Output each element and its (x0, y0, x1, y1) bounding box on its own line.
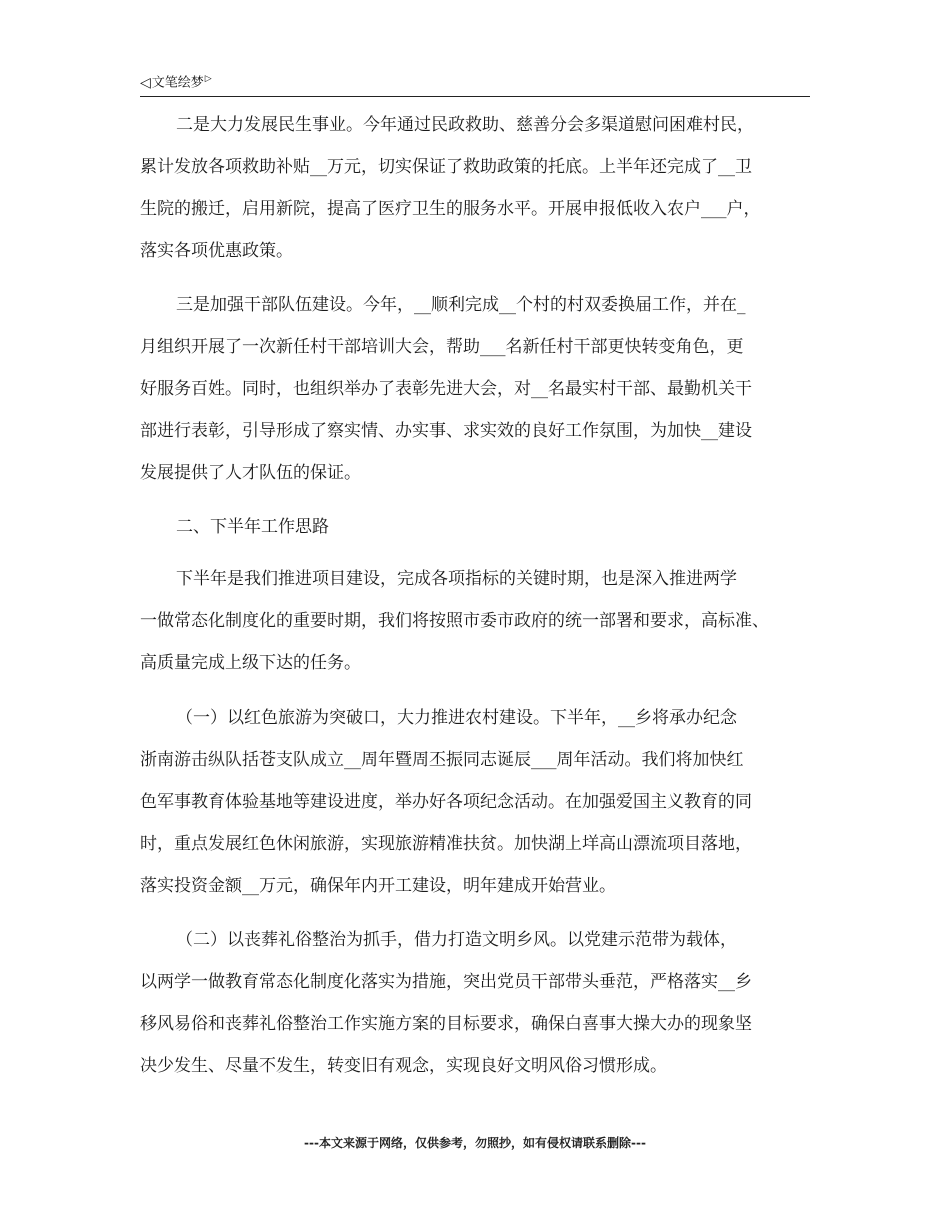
triangle-right-icon: ▷ (204, 74, 212, 84)
text-line: 移风易俗和丧葬礼俗整治工作实施方案的目标要求，确保白喜事大操大办的现象坚 (140, 1014, 752, 1034)
text-line: 部进行表彰，引导形成了察实情、办实事、求实效的良好工作氛围，为加快__建设 (140, 421, 752, 441)
text-line: 月组织开展了一次新任村干部培训大会，帮助___名新任村干部更快转变角色，更 (140, 337, 744, 357)
text-line: （一）以红色旅游为突破口，大力推进农村建设。下半年，__乡将承办纪念 (176, 708, 737, 728)
text-line: 落实投资金额__万元，确保年内开工建设，明年建成开始营业。 (140, 876, 616, 896)
text-line: 下半年是我们推进项目建设，完成各项指标的关键时期，也是深入推进两学 (176, 569, 737, 589)
text-line: 生院的搬迁，启用新院，提高了医疗卫生的服务水平。开展申报低收入农户___户， (140, 199, 761, 219)
page-header (140, 72, 810, 97)
text-line: 高质量完成上级下达的任务。 (140, 653, 361, 673)
text-line: 累计发放各项救助补贴__万元，切实保证了救助政策的托底。上半年还完成了__卫 (140, 157, 752, 177)
text-line: 以两学一做教育常态化制度化落实为措施，突出党员干部带头垂范，严格落实__乡 (140, 972, 752, 992)
text-line: 决少发生、尽量不发生，转变旧有观念，实现良好文明风俗习惯形成。 (140, 1056, 667, 1076)
text-line: 落实各项优惠政策。 (140, 241, 293, 261)
text-line: 好服务百姓。同时，也组织举办了表彰先进大会，对__名最实村干部、最勤机关干 (140, 379, 752, 399)
text-line: 一做常态化制度化的重要时期，我们将按照市委市政府的统一部署和要求，高标准、 (140, 611, 769, 631)
heading-text: 二、下半年工作思路 (176, 517, 329, 537)
text-line: 发展提供了人才队伍的保证。 (140, 463, 361, 483)
text-line: 浙南游击纵队括苍支队成立__周年暨周丕振同志诞辰___周年活动。我们将加快红 (140, 750, 744, 770)
text-line: 色军事教育体验基地等建设进度，举办好各项纪念活动。在加强爱国主义教育的同 (140, 792, 752, 812)
header-title: 文笔绘梦 (151, 75, 204, 91)
text-line: 三是加强干部队伍建设。今年，__顺利完成__个村的村双委换届工作，并在_ (176, 295, 746, 315)
page-footer-disclaimer: ---本文来源于网络，仅供参考，勿照抄，如有侵权请联系删除--- (304, 1136, 646, 1150)
text-line: （二）以丧葬礼俗整治为抓手，借力打造文明乡风。以党建示范带为载体， (176, 930, 737, 950)
triangle-left-icon: ◁ (140, 75, 151, 91)
text-line: 时，重点发展红色休闲旅游，实现旅游精准扶贫。加快湖上垟高山漂流项目落地， (140, 834, 752, 854)
text-line: 二是大力发展民生事业。今年通过民政救助、慈善分会多渠道慰问困难村民， (176, 115, 754, 135)
